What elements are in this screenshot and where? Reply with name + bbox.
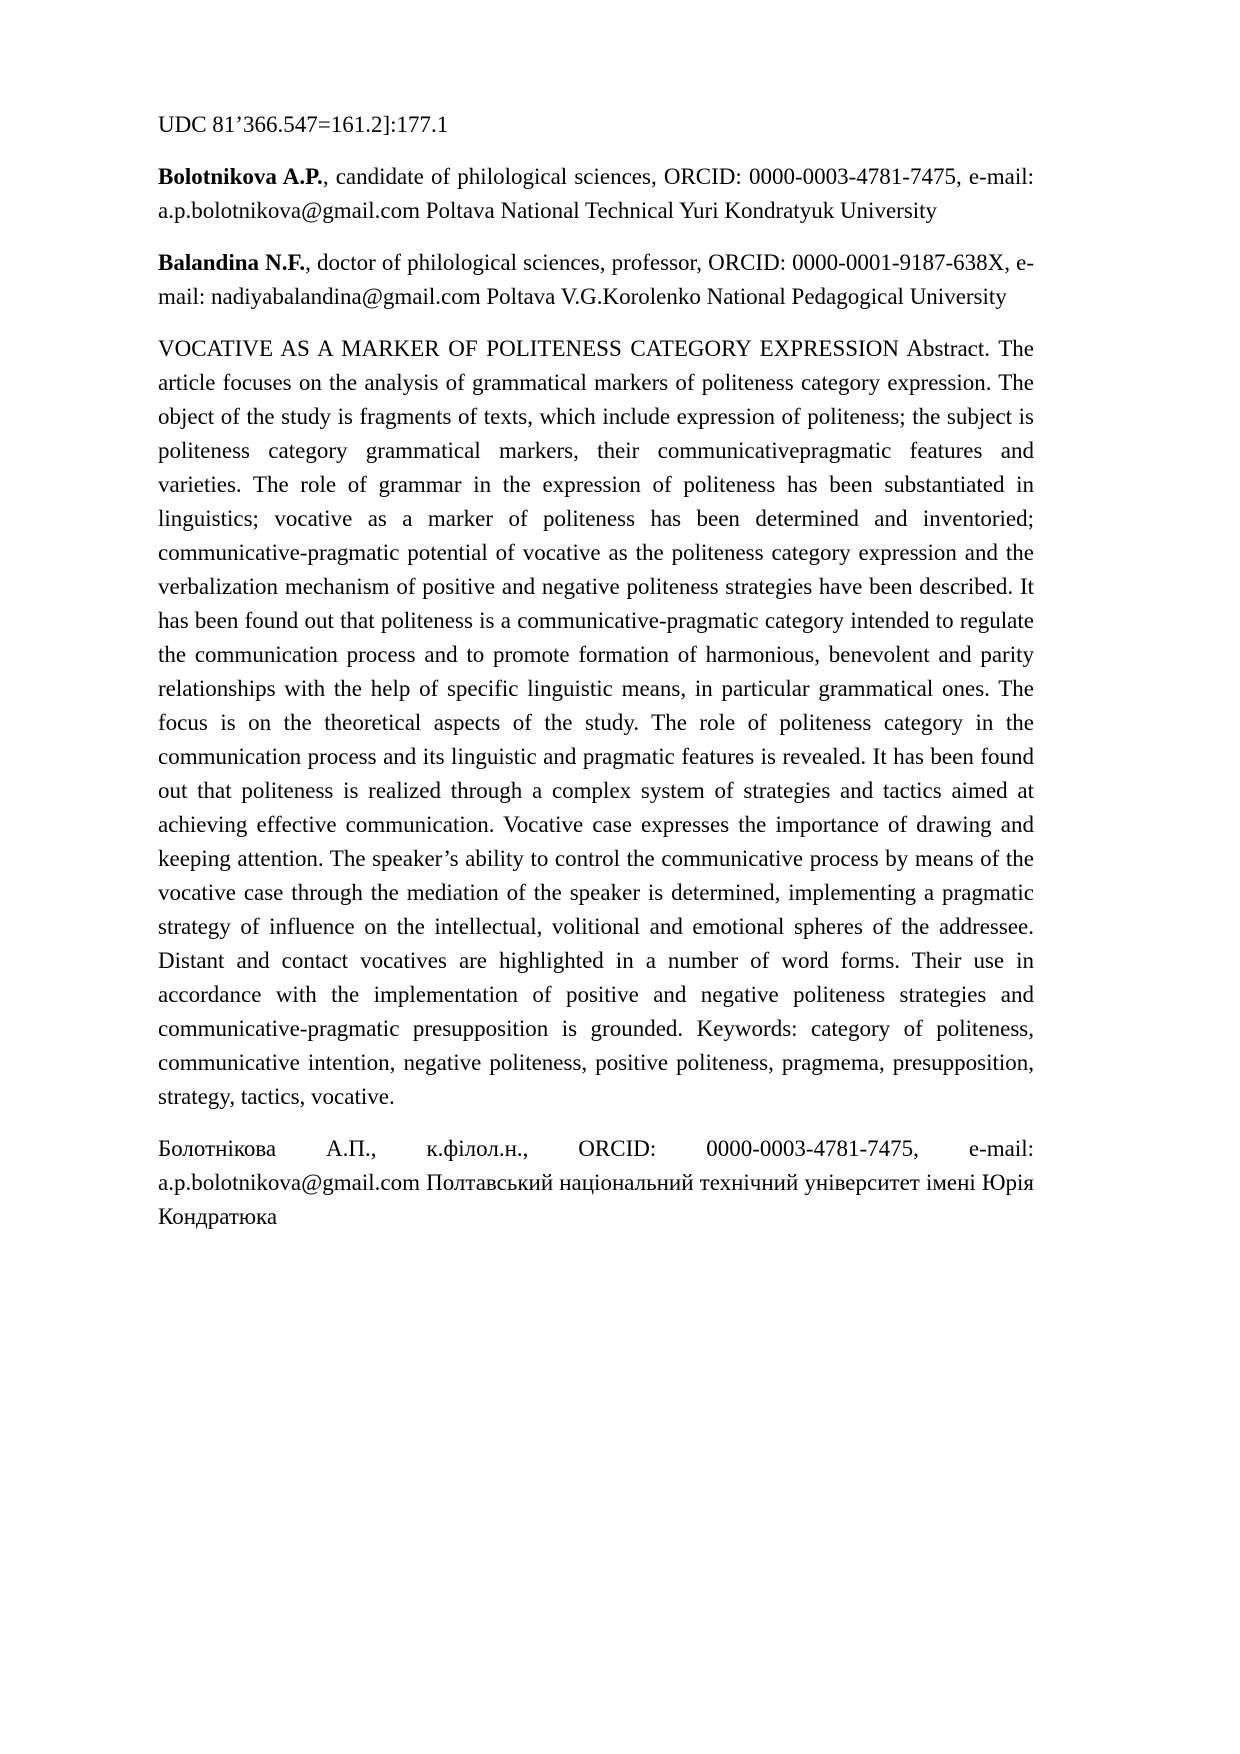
author-details-bolotnikova: , candidate of philological sciences, ORCID: 0000-0003-4781-7475, e-mail: a.p.bolotnikova@gmail.com Poltava National Technical Yuri Kondratyuk University xyxy=(158,164,1034,223)
abstract-paragraph xyxy=(158,332,1034,1114)
author-paragraph-en-2 xyxy=(158,246,1034,314)
author-name-bolotnikova: Bolotnikova A.P. xyxy=(158,164,323,189)
abstract-body: Abstract. The article focuses on the analysis of grammatical markers of politeness category expression. The object of the study is fragments of texts, which include expression of politeness; the subject is politeness category grammatical markers, their communicativepragmatic features and varieties. The role of grammar in the expression of politeness has been substantiated in linguistics; vocative as a marker of politeness has been determined and inventoried; communicative-pragmatic potential of vocative as the politeness category expression and the verbalization mechanism of positive and negative politeness strategies have been described. It has been found out that politeness is a communicative-pragmatic category intended to regulate the communication process and to promote formation of harmonious, benevolent and parity relationships with the help of specific linguistic means, in particular grammatical ones. The focus is on the theoretical aspects of the study. The role of politeness category in the communication process and its linguistic and pragmatic features is revealed. It has been found out that politeness is realized through a complex system of strategies and tactics aimed at achieving effective communication. Vocative case expresses the importance of drawing and keeping attention. The speaker’s ability to control the communicative process by means of the vocative case through the mediation of the speaker is determined, implementing a pragmatic strategy of influence on the intellectual, volitional and emotional spheres of the addressee. Distant and contact vocatives are highlighted in a number of word forms. Their use in accordance with the implementation of positive and negative politeness strategies and communicative-pragmatic presupposition is grounded. Keywords: category of politeness, communicative intention, negative politeness, positive politeness, pragmema, presupposition, strategy, tactics, vocative. xyxy=(158,336,1035,1109)
udc-line: UDC 81’366.547=161.2]:177.1 xyxy=(158,112,449,137)
author-paragraph-en-1 xyxy=(158,160,1034,228)
author-name-balandina: Balandina N.F. xyxy=(158,250,306,275)
article-title: VOCATIVE AS A MARKER OF POLITENESS CATEGORY EXPRESSION xyxy=(158,336,899,361)
author-details-balandina: , doctor of philological sciences, professor, ORCID: 0000-0001-9187-638X, e-mail: nadiyabalandina@gmail.com Poltava V.G.Korolenko National Pedagogical University xyxy=(158,250,1034,309)
author-paragraph-uk: Болотнікова А.П., к.філол.н., ORCID: 0000-0003-4781-7475, e-mail: a.p.bolotnikova@gmail.com Полтавський національний технічний університет імені Юрія Кондратюка xyxy=(158,1136,1034,1229)
